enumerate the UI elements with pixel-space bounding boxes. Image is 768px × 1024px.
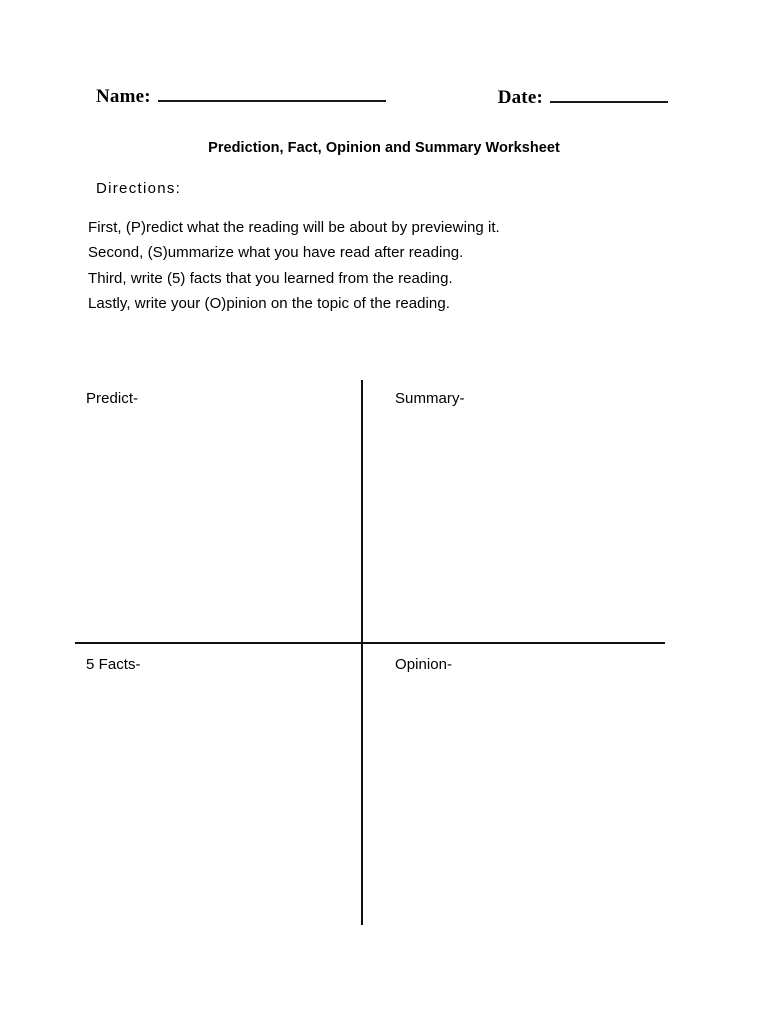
date-write-in-line[interactable] [550,87,668,103]
header-row [96,86,668,116]
directions-line: Third, write (5) facts that you learned from the reading. [88,269,453,287]
directions-heading: Directions: [96,180,182,197]
directions-line: Lastly, write your (O)pinion on the topic of the reading. [88,295,450,313]
quadrant-label-facts: 5 Facts- [86,656,141,673]
quadrant-label-predict: Predict- [86,390,139,407]
page-title: Prediction, Fact, Opinion and Summary Worksheet [208,140,560,156]
quadrant-label-summary: Summary- [395,390,465,407]
directions-list [88,215,648,317]
date-label: Date: [497,87,543,108]
quadrant-grid [75,380,665,925]
directions-line: Second, (S)ummarize what you have read after reading. [88,244,464,262]
name-label: Name: [96,86,151,107]
name-field-group [96,86,386,108]
date-field-group [498,87,668,109]
quadrant-label-opinion: Opinion- [395,656,453,673]
name-write-in-line[interactable] [158,86,386,102]
grid-horizontal-divider [75,642,665,644]
grid-vertical-divider [361,380,363,925]
directions-line: First, (P)redict what the reading will be about by previewing it. [88,219,500,236]
